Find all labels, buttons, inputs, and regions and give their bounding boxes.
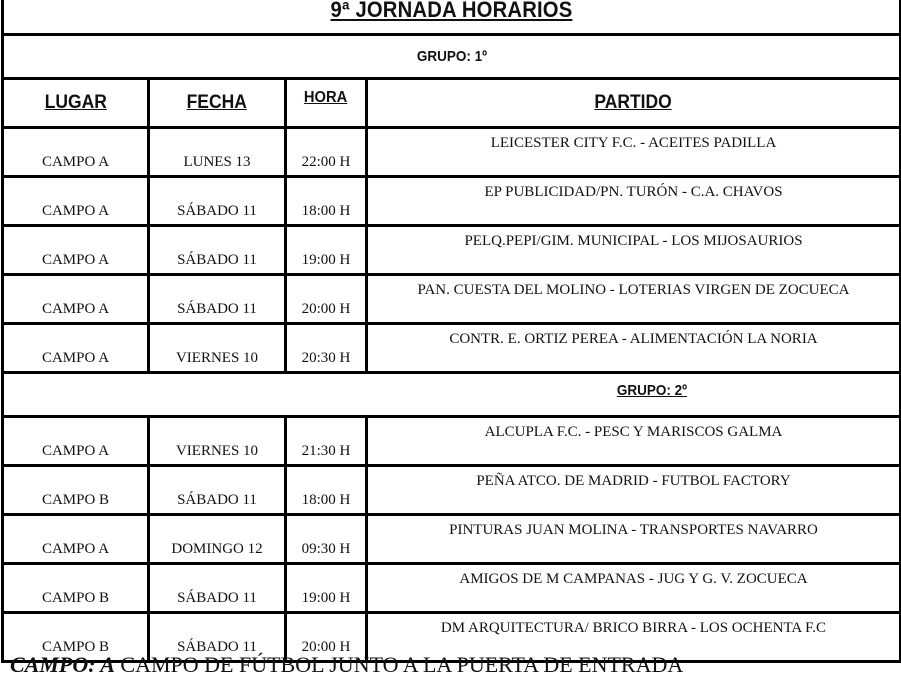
table-row	[3, 275, 901, 324]
cell-partido: PAN. CUESTA DEL MOLINO - LOTERIAS VIRGEN DE ZOCUECA	[367, 275, 901, 324]
group-1-row	[3, 35, 901, 79]
cell-partido: EP PUBLICIDAD/PN. TURÓN - C.A. CHAVOS	[367, 177, 901, 226]
cell-fecha: SÁBADO 11	[149, 613, 286, 662]
cell-hora: 19:00 H	[286, 564, 367, 613]
column-header-hora: HORA	[304, 89, 348, 106]
cell-hora: 20:30 H	[286, 324, 367, 373]
cell-partido: PINTURAS JUAN MOLINA - TRANSPORTES NAVARRO	[367, 515, 901, 564]
cell-lugar: CAMPO A	[3, 226, 149, 275]
cell-fecha: SÁBADO 11	[149, 564, 286, 613]
table-row	[3, 417, 901, 466]
cell-partido: DM ARQUITECTURA/ BRICO BIRRA - LOS OCHENTA F.C	[367, 613, 901, 662]
cell-fecha: SÁBADO 11	[149, 177, 286, 226]
cell-partido: ALCUPLA F.C. - PESC Y MARISCOS GALMA	[367, 417, 901, 466]
table-row	[3, 177, 901, 226]
cell-hora: 19:00 H	[286, 226, 367, 275]
cell-partido: CONTR. E. ORTIZ PEREA - ALIMENTACIÓN LA NORIA	[367, 324, 901, 373]
cell-lugar: CAMPO A	[3, 417, 149, 466]
cell-hora: 18:00 H	[286, 466, 367, 515]
cell-partido: PELQ.PEPI/GIM. MUNICIPAL - LOS MIJOSAURIOS	[367, 226, 901, 275]
cell-hora: 20:00 H	[286, 613, 367, 662]
table-row	[3, 324, 901, 373]
cell-lugar: CAMPO B	[3, 613, 149, 662]
cell-hora: 21:30 H	[286, 417, 367, 466]
cell-partido: PEÑA ATCO. DE MADRID - FUTBOL FACTORY	[367, 466, 901, 515]
cell-partido: AMIGOS DE M CAMPANAS - JUG Y G. V. ZOCUECA	[367, 564, 901, 613]
column-header-lugar: LUGAR	[44, 92, 107, 113]
cell-fecha: VIERNES 10	[149, 417, 286, 466]
group-2-row	[3, 373, 901, 417]
cell-partido: LEICESTER CITY F.C. - ACEITES PADILLA	[367, 128, 901, 177]
cell-lugar: CAMPO A	[3, 275, 149, 324]
cell-lugar: CAMPO A	[3, 324, 149, 373]
title-row	[3, 0, 901, 35]
footer-note	[10, 652, 683, 678]
cell-lugar: CAMPO A	[3, 515, 149, 564]
cell-fecha: LUNES 13	[149, 128, 286, 177]
table-row	[3, 466, 901, 515]
page-title: 9ª JORNADA HORARIOS	[330, 0, 573, 22]
column-header-partido: PARTIDO	[594, 92, 673, 113]
table-row	[3, 564, 901, 613]
cell-fecha: SÁBADO 11	[149, 275, 286, 324]
cell-fecha: SÁBADO 11	[149, 226, 286, 275]
footer-text: CAMPO DE FÚTBOL JUNTO A LA PUERTA DE ENTRADA	[114, 652, 684, 677]
group-1-label: GRUPO: 1º	[416, 47, 487, 65]
column-header-row	[3, 79, 901, 128]
cell-fecha: SÁBADO 11	[149, 466, 286, 515]
cell-lugar: CAMPO B	[3, 564, 149, 613]
group-2-label: GRUPO: 2º	[616, 382, 687, 399]
footer-label: CAMPO: A	[10, 652, 115, 677]
cell-hora: 09:30 H	[286, 515, 367, 564]
cell-hora: 18:00 H	[286, 177, 367, 226]
table-row	[3, 128, 901, 177]
cell-lugar: CAMPO B	[3, 466, 149, 515]
table-row	[3, 226, 901, 275]
cell-fecha: DOMINGO 12	[149, 515, 286, 564]
cell-hora: 20:00 H	[286, 275, 367, 324]
schedule-table	[1, 0, 901, 663]
cell-fecha: VIERNES 10	[149, 324, 286, 373]
cell-hora: 22:00 H	[286, 128, 367, 177]
cell-lugar: CAMPO A	[3, 177, 149, 226]
table-row	[3, 515, 901, 564]
cell-lugar: CAMPO A	[3, 128, 149, 177]
column-header-fecha: FECHA	[186, 92, 248, 113]
